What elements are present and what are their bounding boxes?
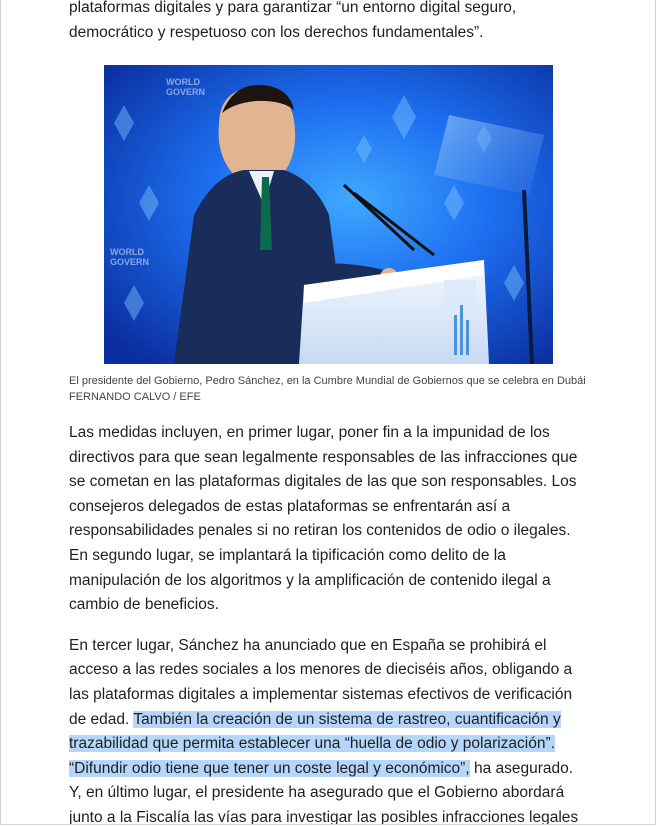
body-paragraph-2	[69, 634, 584, 825]
selected-text-highlight[interactable]: También la creación de un sistema de rastreo, cuantificación y trazabilidad que permita establecer una “huella de odio y polarización”. “Difundir odio tiene que tener un coste legal y económico”,	[69, 710, 561, 777]
body-paragraph-1: Las medidas incluyen, en primer lugar, poner fin a la impunidad de los directivos para que sean legalmente responsables de las infracciones que se cometan en las plataformas digitales de las que son responsables. Los consejeros delegados de estas plataformas se enfrentarán así a responsabilidades penales si no retiran los contenidos de odio o ilegales. En segundo lugar, se implantará la tipificación como delito de la manipulación de los algoritmos y la amplificación de contenido ilegal a cambio de beneficios.	[69, 424, 578, 614]
paragraph-2-end: ha asegurado. Y, en último lugar, el presidente ha asegurado que el Gobierno abordará junto a la Fiscalía las vías para investigar las posibles infracciones legales	[69, 759, 579, 825]
top-paragraph: plataformas digitales y para garantizar “un entorno digital seguro, democrático y respetuoso con los derechos fundamentales”.	[69, 0, 517, 41]
svg-text:GOVERN: GOVERN	[110, 257, 150, 267]
article-body	[69, 421, 584, 825]
caption-text: El presidente del Gobierno, Pedro Sánchez, en la Cumbre Mundial de Gobiernos que se celebra en Dubái	[69, 375, 586, 387]
article-photo[interactable]	[104, 65, 553, 364]
paragraph-2-start: En tercer lugar, Sánchez ha anunciado que en España se prohibirá el acceso a las redes sociales a los menores de dieciséis años, obligando a las plataformas digitales a implementar sistemas efectivos de verificación de edad.	[69, 636, 573, 728]
svg-text:WORLD: WORLD	[166, 77, 200, 87]
article-top	[69, 0, 584, 62]
photo-illustration	[104, 65, 553, 364]
svg-text:WORLD: WORLD	[110, 247, 144, 257]
photo-caption	[69, 373, 589, 405]
svg-text:GOVERN: GOVERN	[166, 87, 206, 97]
caption-credit: FERNANDO CALVO / EFE	[69, 391, 201, 403]
